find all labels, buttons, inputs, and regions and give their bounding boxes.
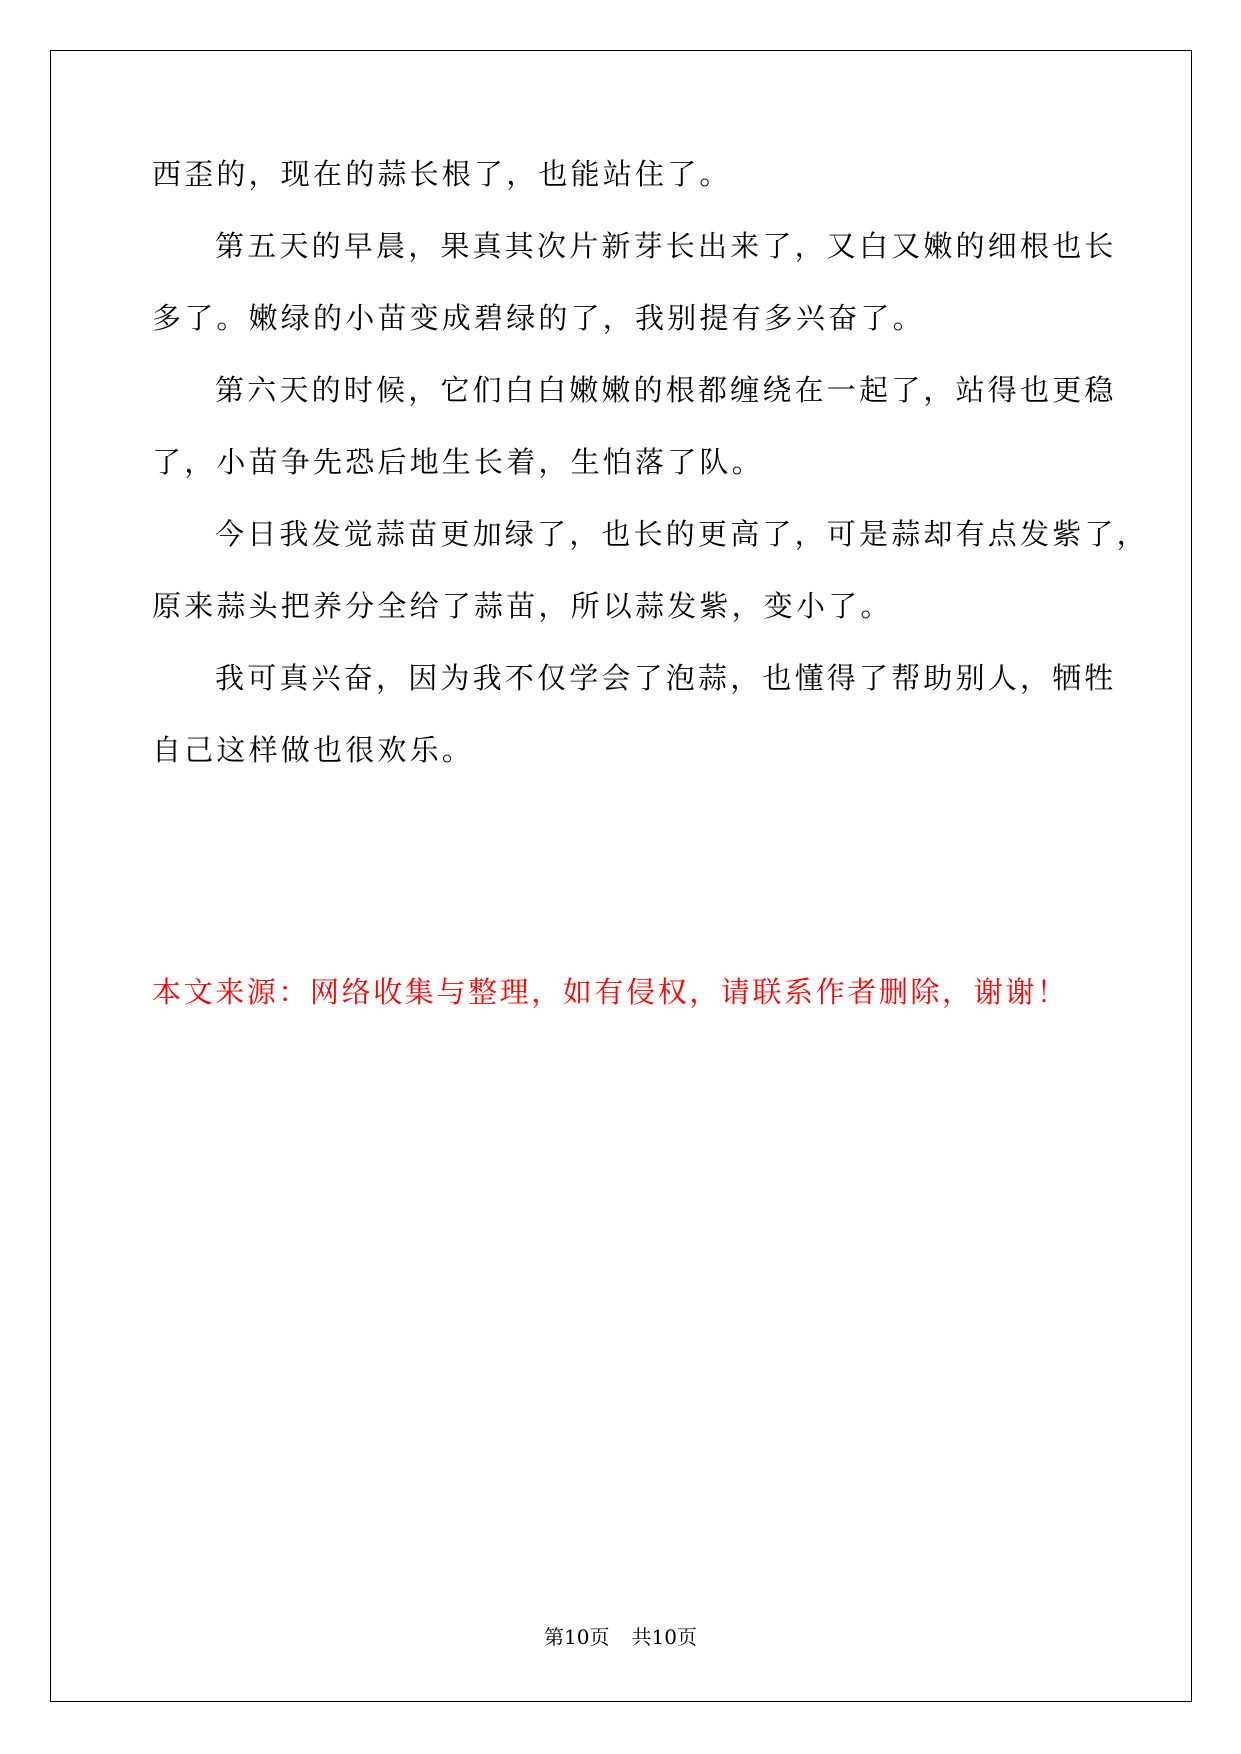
paragraph-3-line-2: 了，小苗争先恐后地生长着，生怕落了队。 [152, 445, 764, 479]
paragraph-3-line-1: 第六天的时候，它们白白嫩嫩的根都缠绕在一起了，站得也更稳 [215, 373, 1117, 407]
source-note: 本文来源：网络收集与整理，如有侵权，请联系作者删除，谢谢！ [152, 975, 1069, 1009]
paragraph-4-line-2: 原来蒜头把养分全给了蒜苗，所以蒜发紫，变小了。 [152, 589, 893, 623]
page-footer [0, 1624, 1241, 1650]
current-page-number: 第10页 [544, 1625, 610, 1649]
paragraph-5-line-2: 自己这样做也很欢乐。 [152, 733, 475, 767]
total-page-count: 共10页 [631, 1625, 697, 1649]
paragraph-1-line-1: 西歪的，现在的蒜长根了，也能站住了。 [152, 157, 732, 191]
paragraph-4-line-1: 今日我发觉蒜苗更加绿了，也长的更高了，可是蒜却有点发紫了， [215, 517, 1149, 551]
paragraph-2-line-1: 第五天的早晨，果真其次片新芽长出来了，又白又嫩的细根也长 [215, 229, 1117, 263]
paragraph-2-line-2: 多了。嫩绿的小苗变成碧绿的了，我别提有多兴奋了。 [152, 301, 925, 335]
paragraph-5-line-1: 我可真兴奋，因为我不仅学会了泡蒜，也懂得了帮助别人，牺牲 [215, 661, 1117, 695]
